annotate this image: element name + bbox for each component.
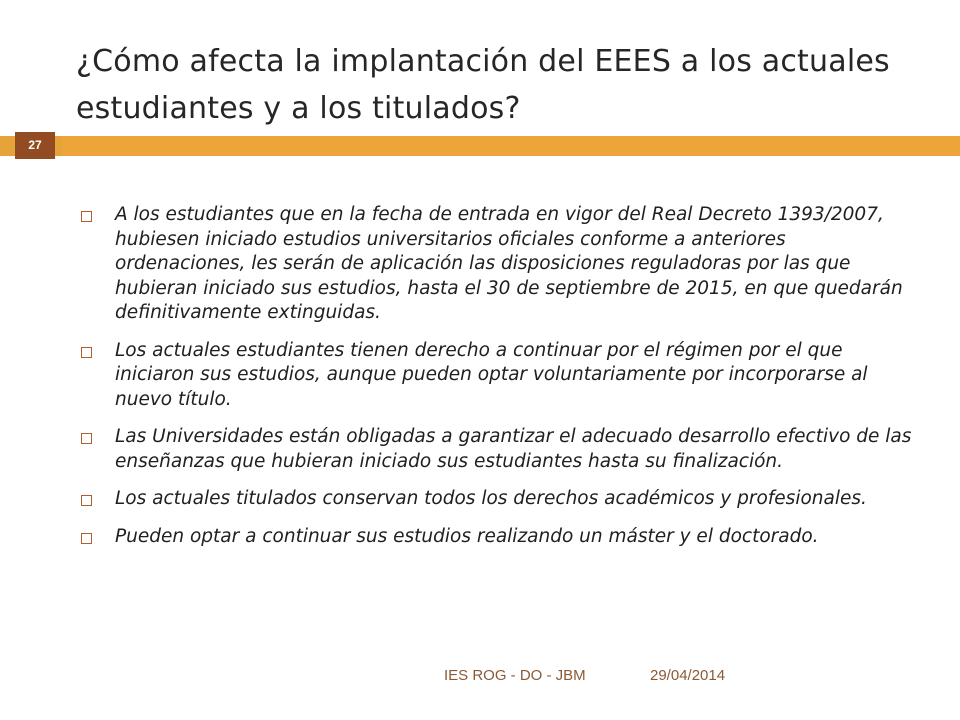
bullet-list [76, 203, 920, 562]
square-bullet-icon [81, 433, 92, 444]
bullet-text: Los actuales estudiantes tienen derecho a continuar por el régimen por el que iniciaron sus estudios, aunque pueden optar voluntariamente por incorporarse al nuevo título. [115, 339, 868, 410]
square-bullet-icon [81, 495, 92, 506]
bullet-item [76, 487, 920, 512]
footer-date: 29/04/2014 [650, 667, 726, 684]
page-number-badge: 27 [15, 132, 55, 159]
square-bullet-icon [81, 211, 92, 222]
bullet-item [76, 525, 920, 550]
square-bullet-icon [81, 533, 92, 544]
bullet-item [76, 203, 920, 326]
bullet-item [76, 339, 920, 413]
bullet-item [76, 425, 920, 474]
bullet-text: A los estudiantes que en la fecha de entrada en vigor del Real Decreto 1393/2007, hubiesen iniciado estudios universitarios oficiales conforme a anteriores ordenaciones, les serán de aplicación las disposiciones reguladoras por las que hubieran iniciado sus estudios, hasta el 30 de septiembre de 2015, en que quedarán definitivamente extinguidas. [115, 204, 903, 323]
footer-author: IES ROG - DO - JBM [444, 667, 586, 684]
bullet-text: Los actuales titulados conservan todos los derechos académicos y profesionales. [115, 488, 867, 509]
bullet-text: Las Universidades están obligadas a garantizar el adecuado desarrollo efectivo de las enseñanzas que hubieran iniciado sus estudiantes hasta su finalización. [115, 426, 912, 472]
slide-title: ¿Cómo afecta la implantación del EEES a los actuales estudiantes y a los titulados? [76, 44, 890, 126]
title-rule-right [62, 136, 960, 156]
square-bullet-icon [81, 347, 92, 358]
bullet-text: Pueden optar a continuar sus estudios realizando un máster y el doctorado. [115, 525, 819, 547]
